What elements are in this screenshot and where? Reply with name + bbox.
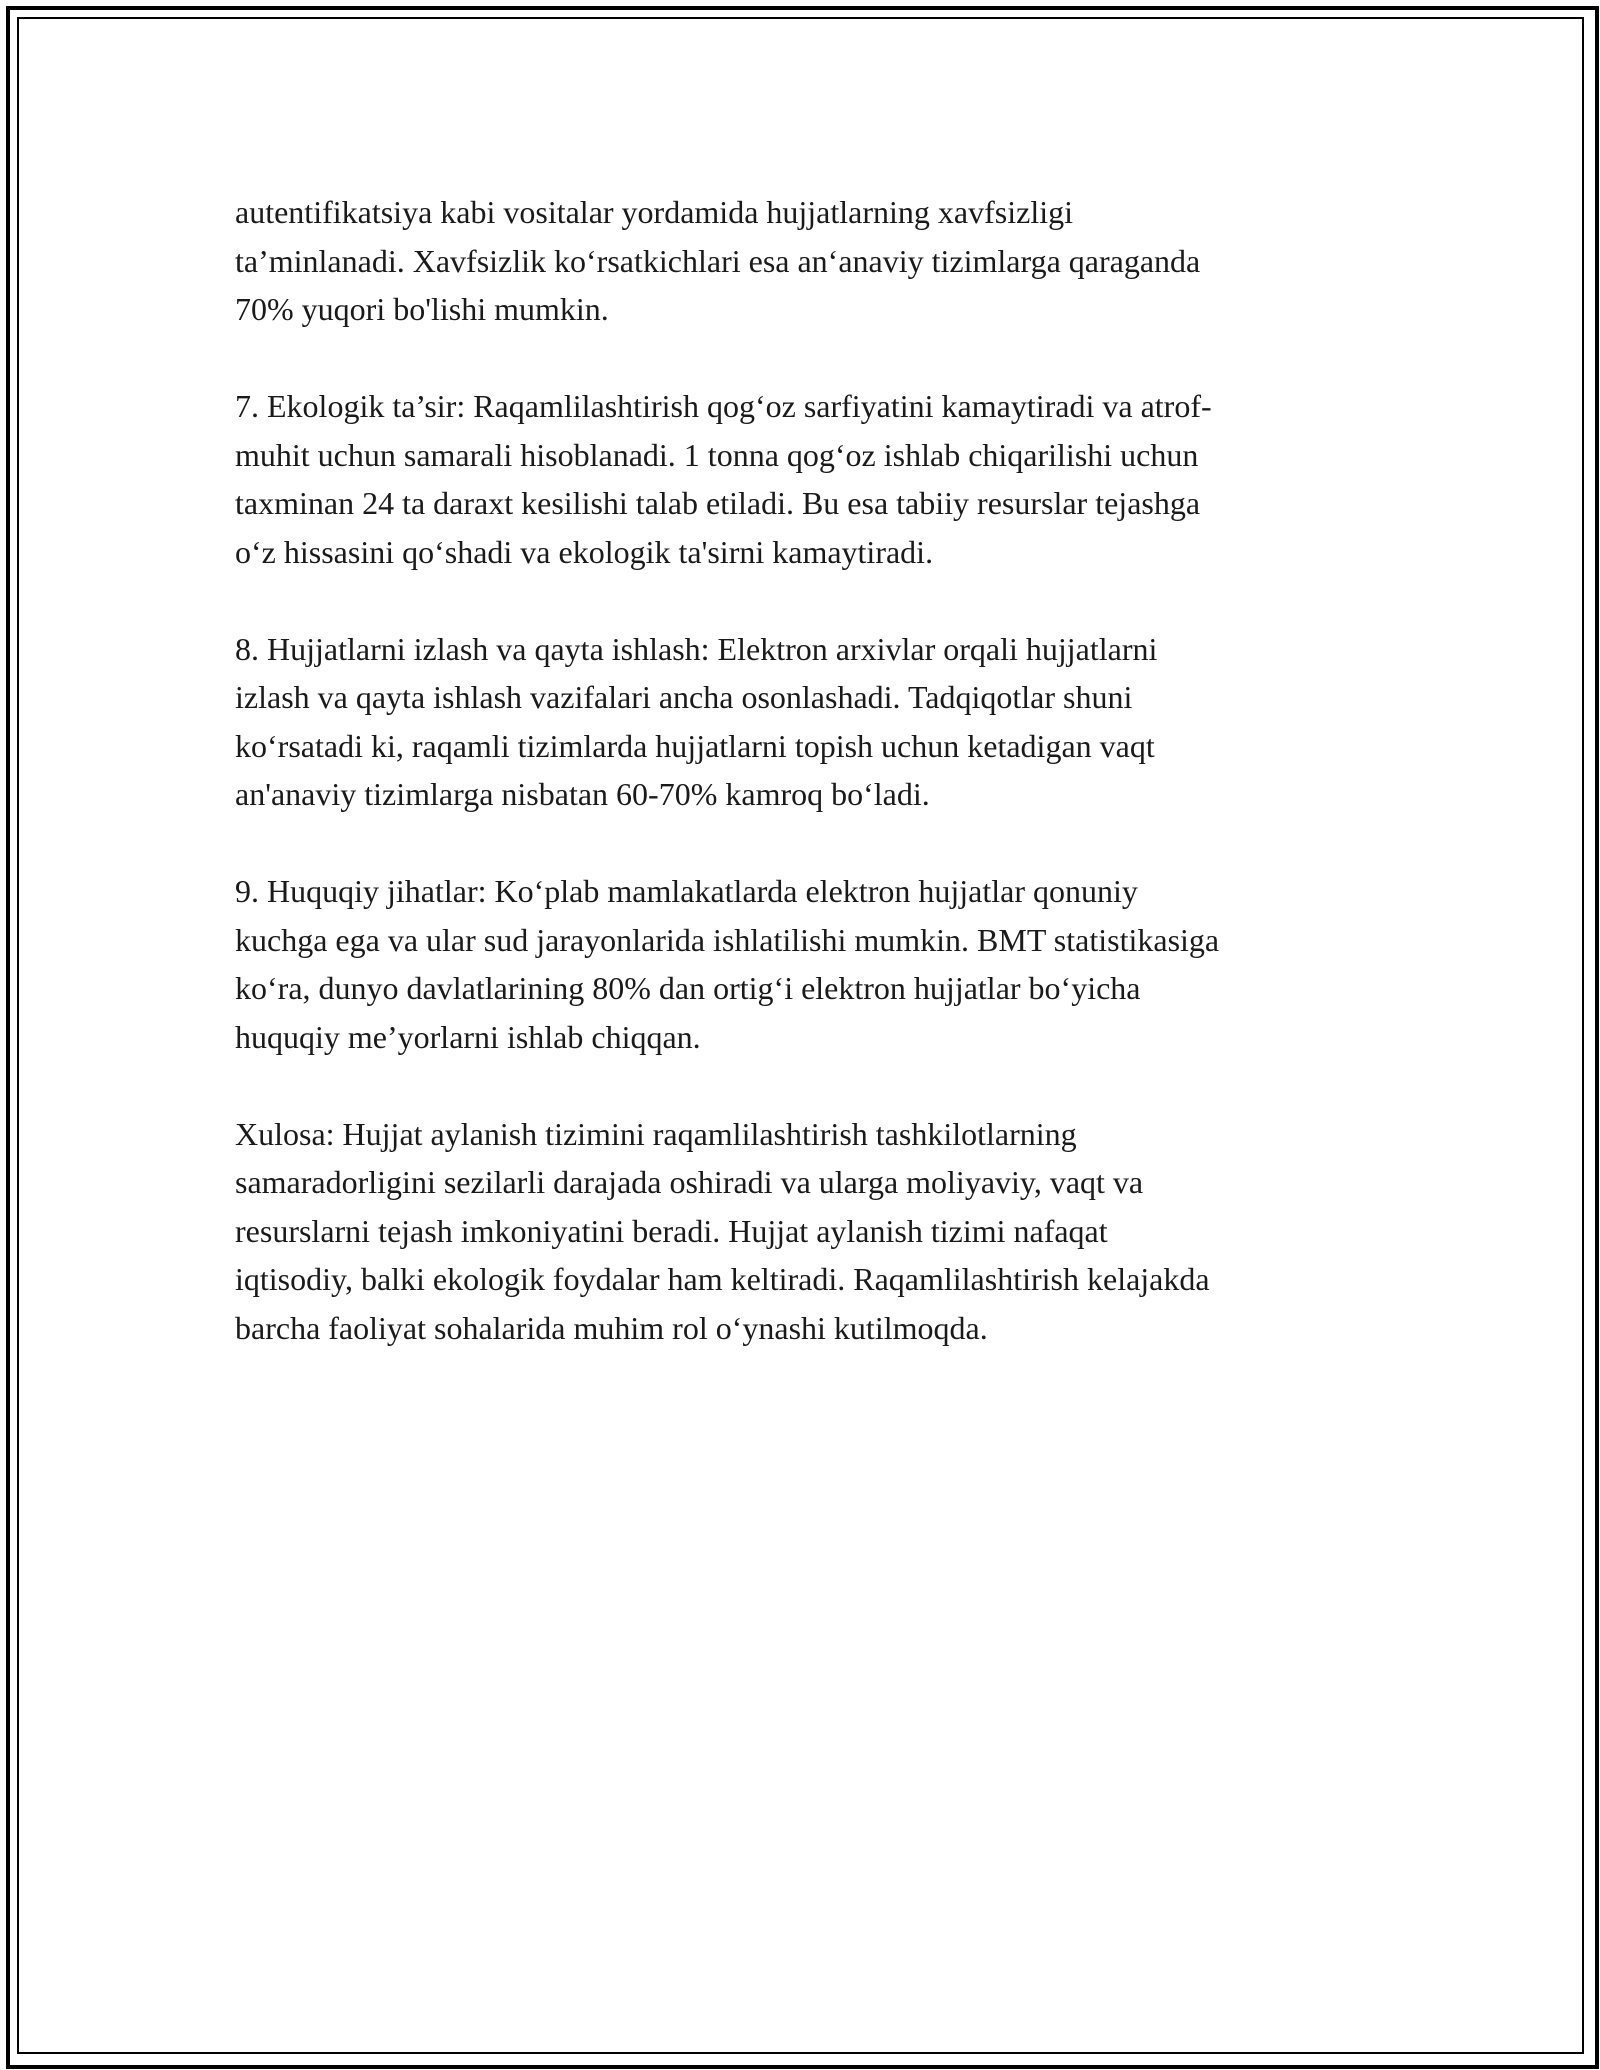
paragraph-document-search: 8. Hujjatlarni izlash va qayta ishlash: Elektron arxivlar orqali hujjatlarni izlash va qayta ishlash vazifalari ancha osonlashadi. Tadqiqotlar shuni ko‘rsatadi ki, raqamli tizimlarda hujjatlarni topish uchun ketadigan vaqt an'anaviy tizimlarga nisbatan 60-70% kamroq bo‘ladi. (235, 630, 1158, 812)
paragraph-legal-aspects: 9. Huquqiy jihatlar: Ko‘plab mamlakatlarda elektron hujjatlar qonuniy kuchga ega va ular sud jarayonlarida ishlatilishi mumkin. BMT statistikasiga ko‘ra, dunyo davlatlarining 80% dan ortig‘i elektron hujjatlar bo‘yicha huquqiy me’yorlarni ishlab chiqqan. (235, 873, 1220, 1055)
document-body (235, 188, 1375, 1401)
paragraph-conclusion: Xulosa: Hujjat aylanish tizimini raqamlilashtirish tashkilotlarning samaradorligini sezilarli darajada oshiradi va ularga moliyaviy, vaqt va resurslarni tejash imkoniyatini beradi. Hujjat aylanish tizimi nafaqat iqtisodiy, balki ekologik foydalar ham keltiradi. Raqamlilashtirish kelajakda barcha faoliyat sohalarida muhim rol o‘ynashi kutilmoqda. (235, 1115, 1210, 1346)
paragraph-security: autentifikatsiya kabi vositalar yordamida hujjatlarning xavfsizligi ta’minlanadi. Xavfsizlik ko‘rsatkichlari esa an‘anaviy tizimlarga qaraganda 70% yuqori bo'lishi mumkin. (235, 194, 1201, 327)
paragraph-ecological-impact: 7. Ekologik ta’sir: Raqamlilashtirish qog‘oz sarfiyatini kamaytiradi va atrof- muhit uchun samarali hisoblanadi. 1 tonna qog‘oz ishlab chiqarilishi uchun taxminan 24 ta daraxt kesilishi talab etiladi. Bu esa tabiiy resurslar tejashga o‘z hissasini qo‘shadi va ekologik ta'sirni kamaytiradi. (235, 388, 1212, 570)
